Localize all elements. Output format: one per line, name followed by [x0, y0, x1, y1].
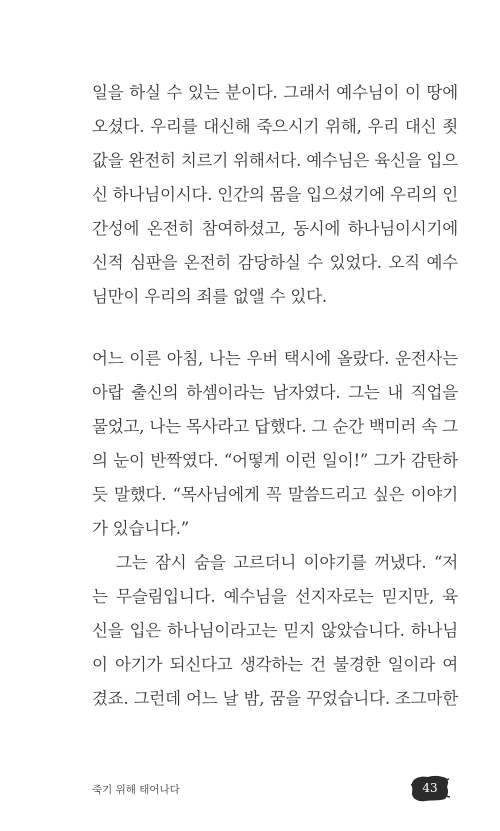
text-line: 아랍 출신의 하셈이라는 남자였다. 그는 내 직업을	[92, 383, 458, 402]
text-line: 신적 심판을 온전히 감당하실 수 있었다. 오직 예수	[92, 253, 458, 272]
text-line: 님만이 우리의 죄를 없앨 수 있다.	[92, 287, 327, 306]
text-line: 듯 말했다. “목사님에게 꼭 말씀드리고 싶은 이야기	[92, 485, 458, 504]
text-line: 어느 이른 아침, 나는 우버 택시에 올랐다. 운전사는	[92, 349, 458, 368]
text-line: 의 눈이 반짝였다. “어떻게 이런 일이!” 그가 감탄하	[92, 451, 458, 470]
page-number-badge	[410, 772, 450, 804]
text-line: 일을 하실 수 있는 분이다. 그래서 예수님이 이 땅에	[92, 83, 458, 102]
text-line: 그는 잠시 숨을 고르더니 이야기를 꺼냈다. “저	[116, 553, 458, 572]
text-line: 겼죠. 그런데 어느 날 밤, 꿈을 꾸었습니다. 조그마한	[92, 689, 458, 708]
paragraph-1	[92, 76, 458, 314]
page-number: 43	[422, 781, 438, 795]
text-line: 물었고, 나는 목사라고 답했다. 그 순간 백미러 속 그	[92, 417, 458, 436]
paragraph-2	[92, 342, 458, 546]
text-line: 가 있습니다.”	[92, 519, 190, 538]
text-line: 신 하나님이시다. 인간의 몸을 입으셨기에 우리의 인	[92, 185, 458, 204]
text-line: 오셨다. 우리를 대신해 죽으시기 위해, 우리 대신 죗	[92, 117, 458, 136]
text-line: 간성에 온전히 참여하셨고, 동시에 하나님이시기에	[92, 219, 458, 238]
text-line: 신을 입은 하나님이라고는 믿지 않았습니다. 하나님	[92, 621, 458, 640]
text-line: 이 아기가 되신다고 생각하는 건 불경한 일이라 여	[92, 655, 458, 674]
paragraph-group-2	[92, 342, 458, 716]
paragraph-3	[92, 546, 458, 716]
text-line: 는 무슬림입니다. 예수님을 선지자로는 믿지만, 육	[92, 587, 458, 606]
text-line: 값을 완전히 치르기 위해서다. 예수님은 육신을 입으	[92, 151, 458, 170]
running-footer-title: 죽기 위해 태어나다	[92, 784, 180, 796]
